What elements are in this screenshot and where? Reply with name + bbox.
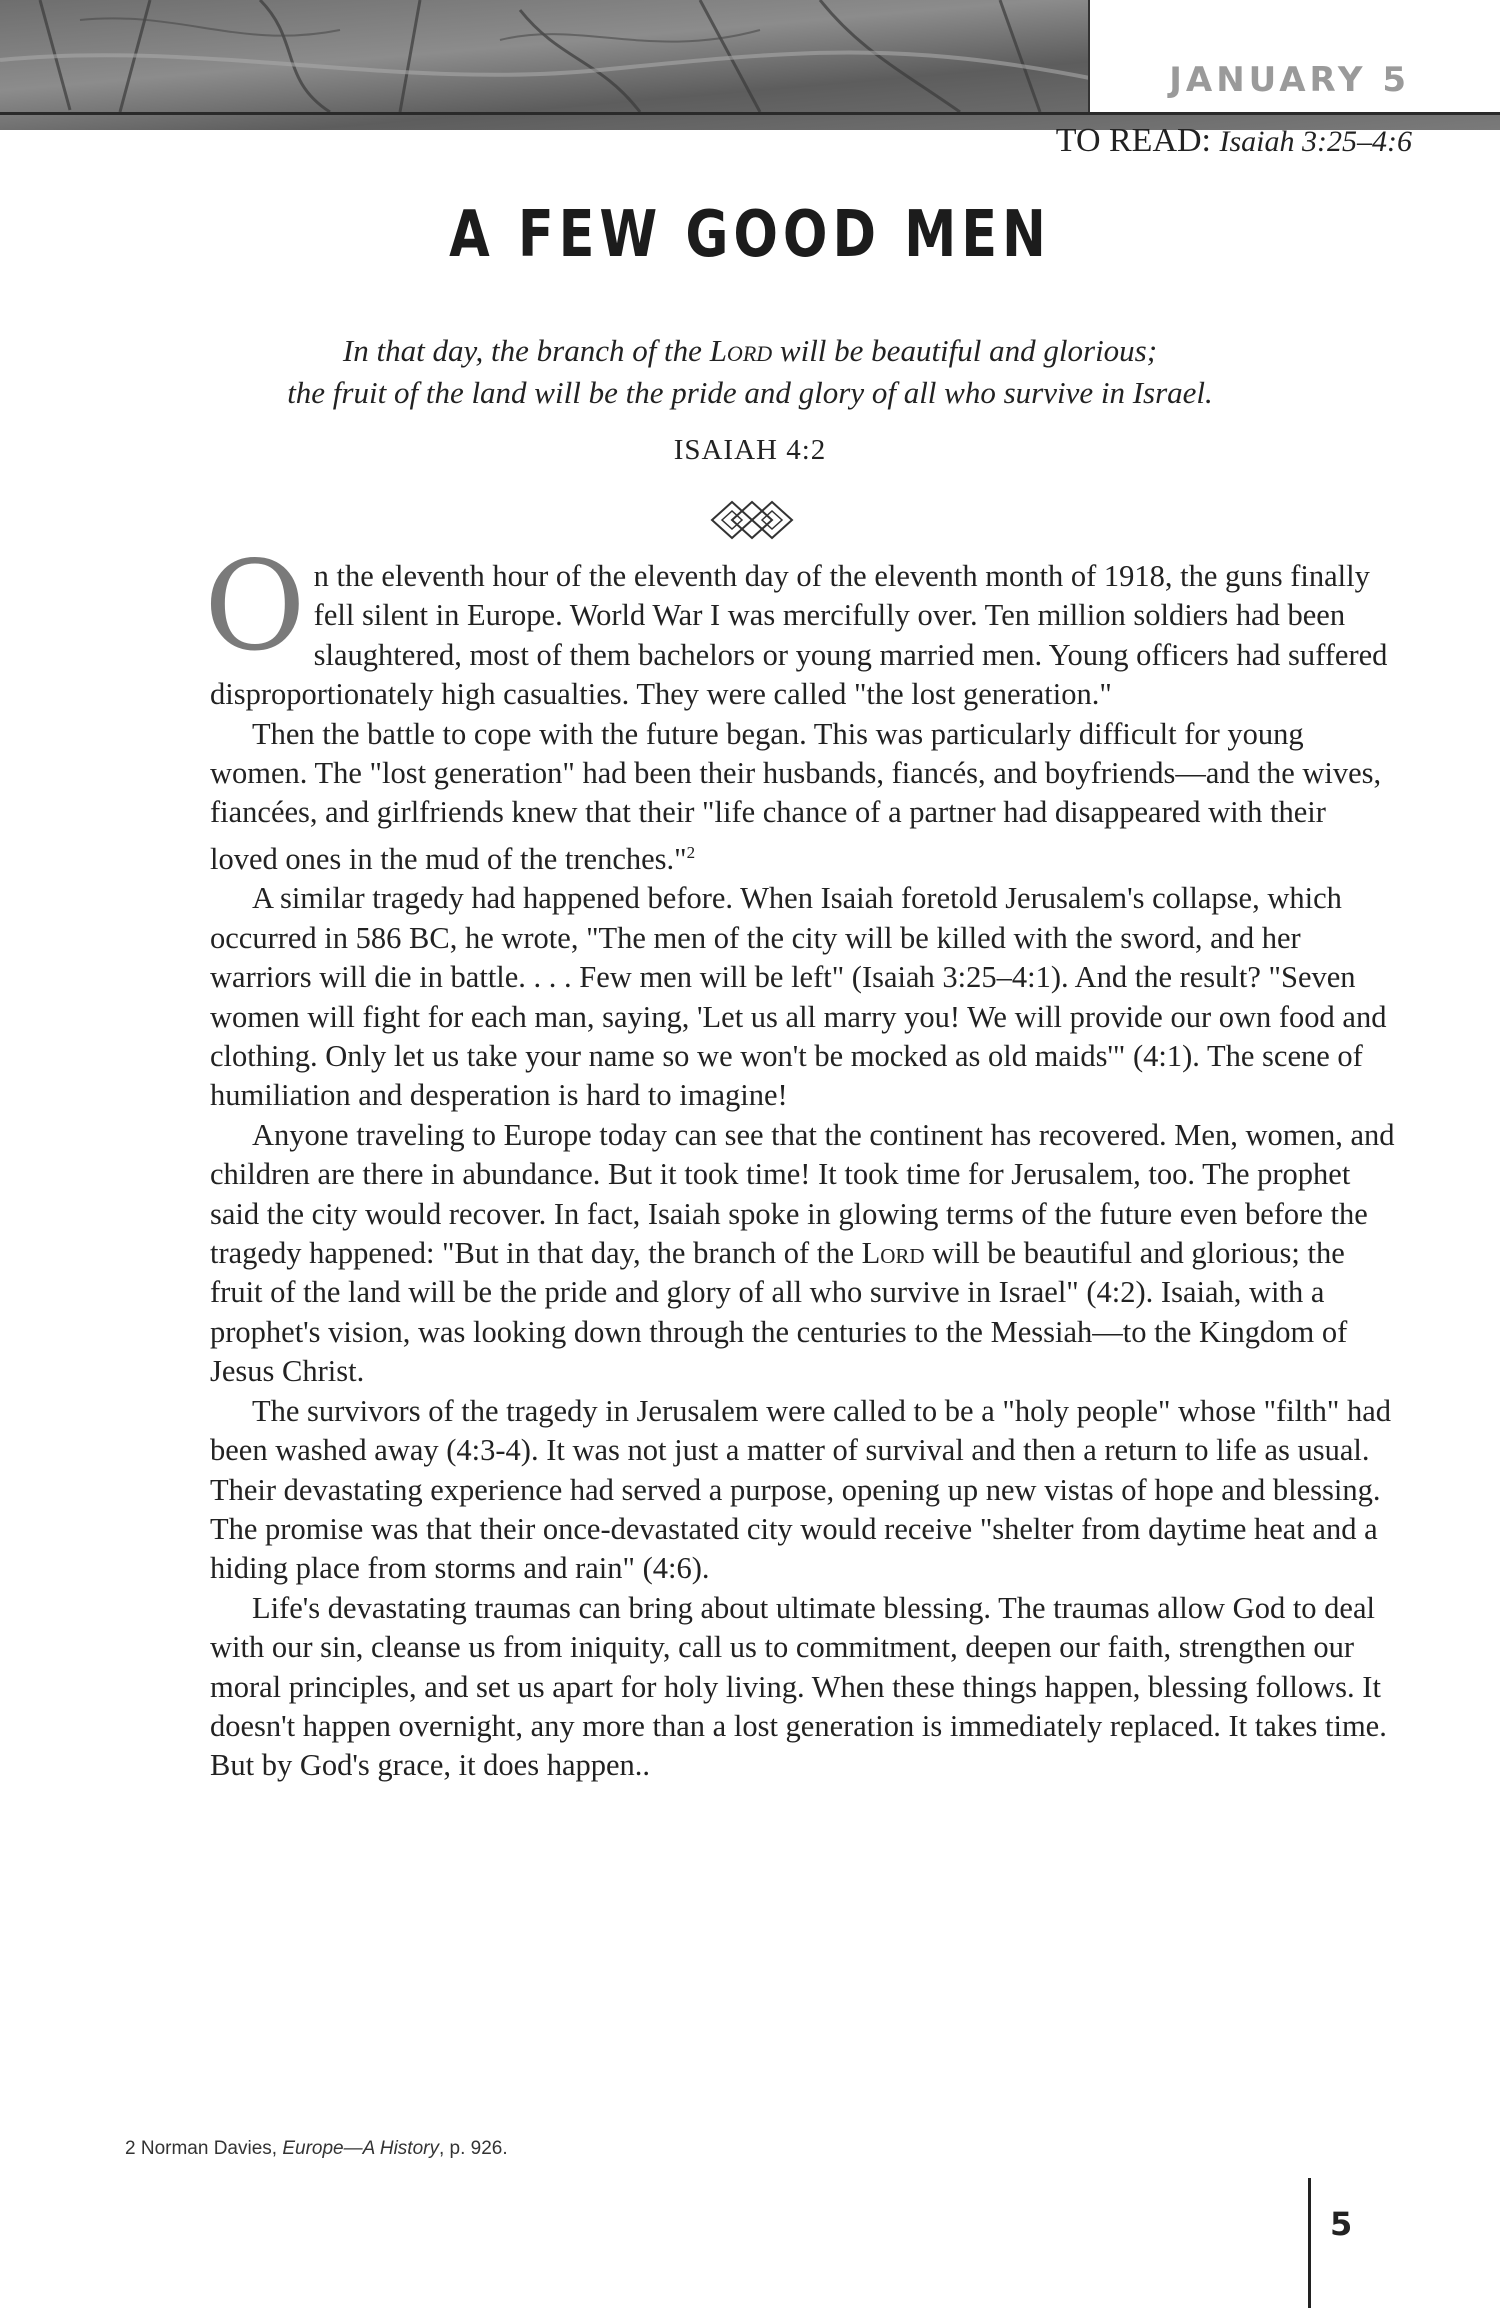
- page-number: 5: [1330, 2205, 1353, 2243]
- epigraph-verse: [160, 330, 1340, 414]
- header-rule: [0, 112, 1500, 115]
- paragraph-2-text: Then the battle to cope with the future began. This was particularly difficult for young women. The "lost generation" had been their husbands, fiancés, and boyfriends—and the wives, fiancées, and girlfriends knew that their "life chance of a partner had disappeared with their loved ones in the mud of the trenches.": [210, 716, 1382, 876]
- to-read-reference: Isaiah 3:25–4:6: [1219, 125, 1412, 158]
- epigraph-lord: Lord: [709, 333, 773, 368]
- epigraph-line1-pre: In that day, the branch of the: [342, 333, 710, 368]
- paragraph-1-text: n the eleventh hour of the eleventh day of the eleventh month of 1918, the guns finally fell silent in Europe. World War I was mercifully over. Ten million soldiers had been slaughtered, most of them bachelors or young married men. Young officers had suffered disproportionately high casualties. They were called "the lost generation.": [210, 559, 1388, 712]
- devotional-body: [204, 535, 1396, 1786]
- footnote-marker: 2: [686, 842, 696, 862]
- to-read-label: TO READ:: [1055, 122, 1212, 159]
- to-read-line: [1056, 122, 1412, 160]
- paragraph-4-pre: Anyone traveling to Europe today can see that the continent has recovered. Men, women, and children are there in abundance. But it took time! It took time for Jerusalem, too. The prophet said the city would recover. In fact, Isaiah spoke in glowing terms of the future even before the tragedy happened: "But in that day, the branch of the: [210, 1117, 1395, 1271]
- paragraph-4-post: will be beautiful and glorious; the fruit of the land will be the pride and glory of all who survive in Israel" (4:2). Isaiah, with a prophet's vision, was looking down through the centuries to the Messiah—to the Kingdom of Jesus Christ.: [210, 1236, 1348, 1389]
- paragraph-4-lord: Lord: [861, 1236, 925, 1271]
- page-number-rule: [1308, 2178, 1311, 2308]
- epigraph-line1-post: will be beautiful and glorious;: [772, 333, 1158, 368]
- epigraph-reference: ISAIAH 4:2: [673, 434, 827, 466]
- date-box: [1088, 0, 1500, 112]
- epigraph-line2: the fruit of the land will be the pride and glory of all who survive in Israel.: [287, 375, 1213, 410]
- date-label: JANUARY 5: [1169, 60, 1410, 100]
- paragraph-1: [204, 535, 1396, 715]
- paragraph-4: [210, 1116, 1396, 1392]
- footnote-pre: 2 Norman Davies,: [125, 2138, 283, 2159]
- footnote: [125, 2138, 508, 2160]
- paragraph-2: [210, 715, 1396, 880]
- paragraph-3: A similar tragedy had happened before. When Isaiah foretold Jerusalem's collapse, which occurred in 586 BC, he wrote, "The men of the city will be killed with the sword, and her warriors will die in battle. . . . Few men will be left" (Isaiah 3:25–4:1). And the result? "Seven women will fight for each man, saying, 'Let us all marry you! We will provide our own food and clothing. Only let us take your name so we won't be mocked as old maids'" (4:1). The scene of humiliation and desperation is hard to imagine!: [210, 881, 1387, 1113]
- page-title: A FEW GOOD MEN: [449, 198, 1051, 272]
- paragraph-6: Life's devastating traumas can bring about ultimate blessing. The traumas allow God to deal with our sin, cleanse us from iniquity, call us to commitment, deepen our faith, strengthen our moral principles, and set us apart for holy living. When these things happen, blessing follows. It doesn't happen overnight, any more than a lost generation is immediately replaced. It takes time. But by God's grace, it does happen..: [210, 1590, 1387, 1783]
- drop-cap: O: [204, 535, 306, 679]
- footnote-work: Europe—A History: [282, 2138, 439, 2159]
- diamond-ornament-icon: [710, 500, 794, 545]
- paragraph-5: The survivors of the tragedy in Jerusalem were called to be a "holy people" whose "filth" had been washed away (4:3-4). It was not just a matter of survival and then a return to life as usual. Their devastating experience had served a purpose, opening up new vistas of hope and blessing. The promise was that their once-devastated city would receive "shelter from daytime heat and a hiding place from storms and rain" (4:6).: [210, 1393, 1391, 1586]
- footnote-post: , p. 926.: [438, 2138, 508, 2159]
